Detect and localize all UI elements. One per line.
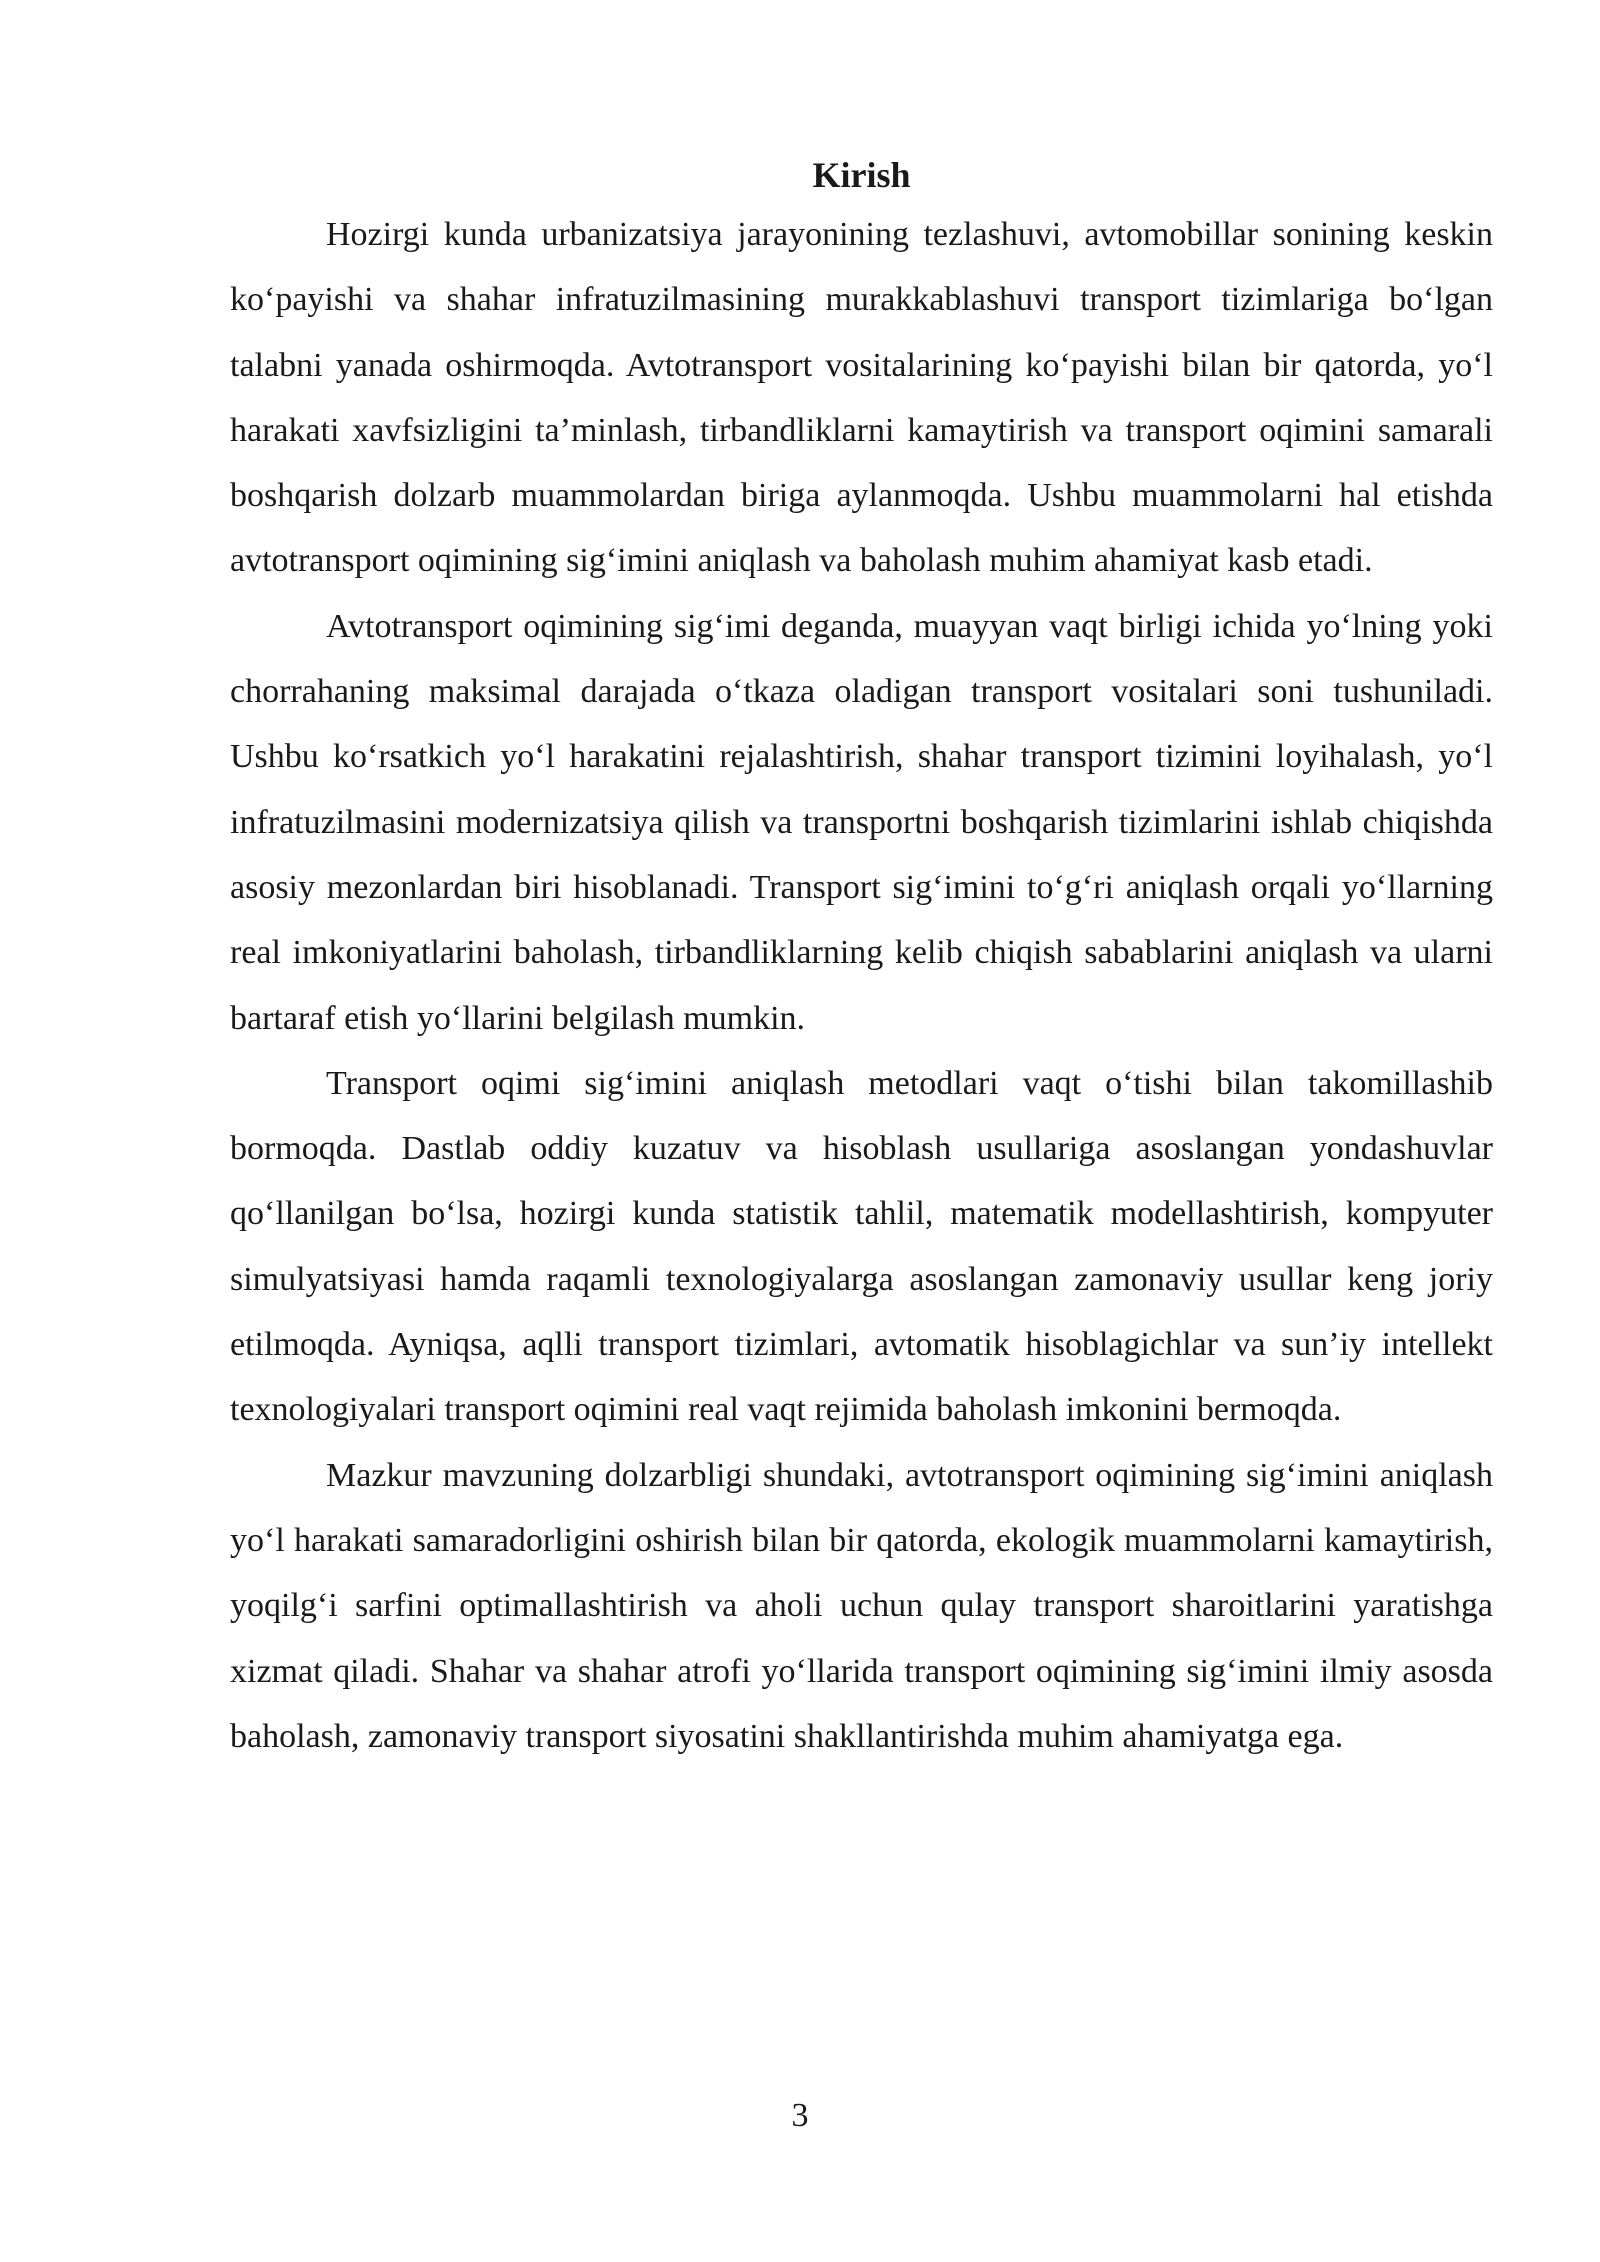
page-number: 3 [791,2097,809,2134]
paragraph-2: Avtotransport oqimining sig‘imi deganda, muayyan vaqt birligi ichida yo‘lning yoki chorrahaning maksimal darajada o‘tkaza oladigan transport vositalari soni tushuniladi. Ushbu ko‘rsatkich yo‘l harakatini rejalashtirish, shahar transport tizimini loyihalash, yo‘l infratuzilmasini modernizatsiya qilish va transportni boshqarish tizimlarini ishlab chiqishda asosiy mezonlardan biri hisoblanadi. Transport sig‘imini to‘g‘ri aniqlash orqali yo‘llarning real imkoniyatlarini baholash, tirbandliklarning kelib chiqish sabablarini aniqlash va ularni bartaraf etish yo‘llarini belgilash mumkin. [230,607,1493,1037]
page-content [230,148,1493,1769]
paragraph-3: Transport oqimi sig‘imini aniqlash metodlari vaqt o‘tishi bilan takomillashib bormoqda. Dastlab oddiy kuzatuv va hisoblash usullariga asoslangan yondashuvlar qo‘llanilgan bo‘lsa, hozirgi kunda statistik tahlil, matematik modellashtirish, kompyuter simulyatsiyasi hamda raqamli texnologiyalarga asoslangan zamonaviy usullar keng joriy etilmoqda. Ayniqsa, aqlli transport tizimlari, avtomatik hisoblagichlar va sun’iy intellekt texnologiyalari transport oqimini real vaqt rejimida baholash imkonini bermoqda. [230,1064,1493,1429]
paragraph-4: Mazkur mavzuning dolzarbligi shundaki, avtotransport oqimining sig‘imini aniqlash yo‘l harakati samaradorligini oshirish bilan bir qatorda, ekologik muammolarni kamaytirish, yoqilg‘i sarfini optimallashtirish va aholi uchun qulay transport sharoitlarini yaratishga xizmat qiladi. Shahar va shahar atrofi yo‘llarida transport oqimining sig‘imini ilmiy asosda baholash, zamonaviy transport siyosatini shakllantirishda muhim ahamiyatga ega. [230,1456,1493,1755]
section-title: Kirish [812,155,911,195]
paragraph-1: Hozirgi kunda urbanizatsiya jarayonining tezlashuvi, avtomobillar sonining keskin ko‘payishi va shahar infratuzilmasining murakkablashuvi transport tizimlariga bo‘lgan talabni yanada oshirmoqda. Avtotransport vositalarining ko‘payishi bilan bir qatorda, yo‘l harakati xavfsizligini ta’minlash, tirbandliklarni kamaytirish va transport oqimini samarali boshqarish dolzarb muammolardan biriga aylanmoqda. Ushbu muammolarni hal etishda avtotransport oqimining sig‘imini aniqlash va baholash muhim ahamiyat kasb etadi. [230,216,1493,580]
